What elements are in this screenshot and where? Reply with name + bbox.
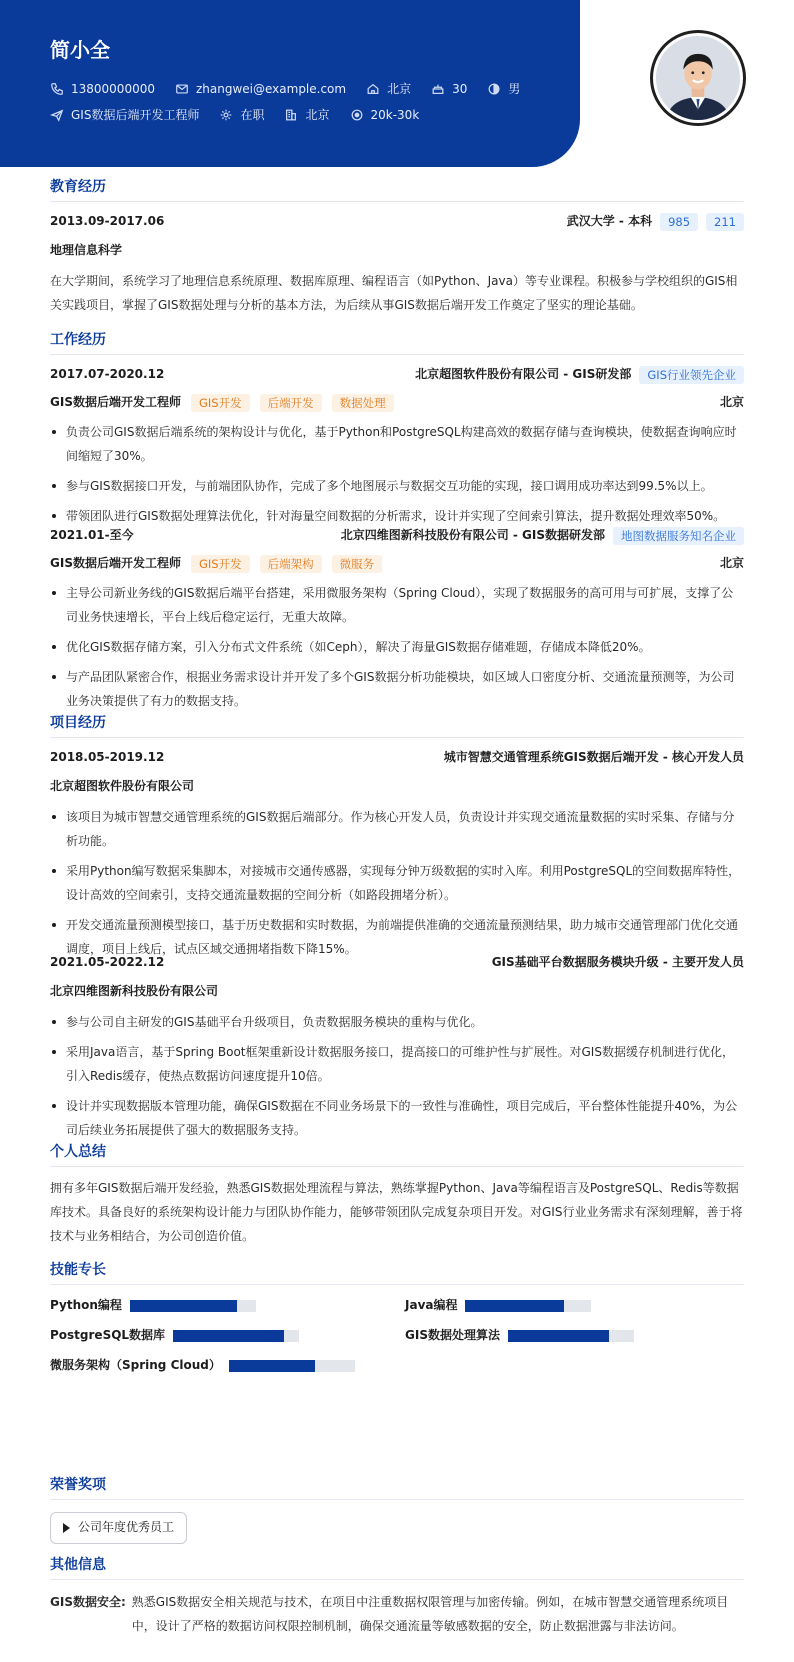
skill-bar-fill bbox=[229, 1360, 315, 1372]
work-header-row bbox=[50, 525, 744, 547]
project-name-role: GIS基础平台数据服务模块升级 - 主要开发人员 bbox=[491, 955, 744, 970]
list-item: 开发交通流量预测模型接口，基于历史数据和实时数据，为前端提供准确的交通流量预测结果，助力城市交通管理部门优化交通调度，项目上线后，试点区域交通拥堵指数下降15%。 bbox=[50, 913, 744, 961]
skill-bar-fill bbox=[173, 1330, 284, 1342]
target-city-info bbox=[284, 107, 329, 123]
project-company: 北京四维图新科技股份有限公司 bbox=[50, 984, 219, 999]
education-period: 2013.09-2017.06 bbox=[50, 214, 165, 229]
project-header-row bbox=[50, 747, 744, 769]
education-tag: 985 bbox=[660, 213, 698, 231]
other-info bbox=[50, 1590, 744, 1638]
skill-bar bbox=[465, 1300, 591, 1312]
city-info bbox=[366, 81, 411, 97]
work-location: 北京 bbox=[719, 556, 744, 571]
skill-name: Python编程 bbox=[50, 1298, 122, 1312]
list-item: 主导公司新业务线的GIS数据后端平台搭建，采用微服务架构（Spring Cloud），实现了数据服务的高可用与可扩展，支撑了公司业务快速增长，平台上线后稳定运行，无重大故障。 bbox=[50, 581, 744, 629]
age-info bbox=[431, 81, 467, 97]
mail-icon bbox=[175, 82, 189, 96]
skill-name: Java编程 bbox=[405, 1298, 458, 1312]
skill-item bbox=[50, 1356, 355, 1375]
gender-info bbox=[487, 81, 520, 97]
skill-bar bbox=[508, 1330, 634, 1342]
skill-bar bbox=[130, 1300, 256, 1312]
work-skill-tag: GIS开发 bbox=[191, 555, 250, 573]
gender-icon bbox=[487, 82, 501, 96]
cake-icon bbox=[431, 82, 445, 96]
list-item: 参与GIS数据接口开发，与前端团队协作，完成了多个地图展示与数据交互功能的实现，接口调用成功率达到99.5%以上。 bbox=[50, 474, 744, 498]
work-title-group bbox=[50, 393, 394, 412]
skill-item bbox=[405, 1296, 591, 1315]
phone-text: 13800000000 bbox=[71, 82, 155, 96]
skill-bar-fill bbox=[130, 1300, 237, 1312]
other-label: GIS数据安全: bbox=[50, 1595, 126, 1609]
list-item: 参与公司自主研发的GIS基础平台升级项目，负责数据服务模块的重构与优化。 bbox=[50, 1010, 744, 1034]
work-title-row bbox=[50, 553, 744, 575]
gender-text: 男 bbox=[508, 82, 521, 96]
summary-text: 拥有多年GIS数据后端开发经验，熟悉GIS数据处理流程与算法，熟练掌握Python、Java等编程语言及PostgreSQL、Redis等数据库技术。具备良好的系统架构设计能力与团队协作能力，能够带领团队完成复杂项目开发。对GIS行业业务需求有深刻理解，善于将技术与业务相结合，为公司创造价值。 bbox=[50, 1181, 743, 1243]
target-city-text: 北京 bbox=[305, 108, 330, 122]
phone-info bbox=[50, 81, 155, 97]
work-skill-tag: 数据处理 bbox=[332, 394, 394, 412]
position-text: GIS数据后端开发工程师 bbox=[71, 108, 200, 122]
project-bullets bbox=[50, 805, 744, 967]
age-text: 30 bbox=[452, 82, 468, 96]
send-icon bbox=[50, 108, 64, 122]
list-item: 该项目为城市智慧交通管理系统的GIS数据后端部分。作为核心开发人员，负责设计并实现交通流量数据的实时采集、存储与分析功能。 bbox=[50, 805, 744, 853]
education-school: 武汉大学 - 本科 bbox=[566, 214, 653, 229]
work-period: 2021.01-至今 bbox=[50, 528, 134, 543]
home-icon bbox=[366, 82, 380, 96]
skill-item bbox=[50, 1326, 299, 1345]
project-company-row bbox=[50, 776, 744, 798]
education-tag: 211 bbox=[706, 213, 744, 231]
work-company-tag: 地图数据服务知名企业 bbox=[613, 527, 744, 545]
work-skill-tag: GIS开发 bbox=[191, 394, 250, 412]
avatar-photo bbox=[656, 36, 740, 120]
skill-name: GIS数据处理算法 bbox=[405, 1328, 500, 1342]
project-header-row bbox=[50, 952, 744, 974]
work-skill-tag: 后端架构 bbox=[260, 555, 322, 573]
list-item: 采用Python编写数据采集脚本，对接城市交通传感器，实现每分钟万级数据的实时入库。利用PostgreSQL的空间数据库特性，设计高效的空间索引，支持交通流量数据的空间分析（如路段拥堵分析）。 bbox=[50, 859, 744, 907]
work-title-group bbox=[50, 554, 382, 573]
summary-section-title: 个人总结 bbox=[50, 1142, 744, 1167]
work-company-group bbox=[341, 526, 744, 545]
project-company-row bbox=[50, 981, 744, 1003]
skill-name: 微服务架构（Spring Cloud） bbox=[50, 1358, 221, 1372]
education-header-row bbox=[50, 211, 744, 233]
salary-text: 20k-30k bbox=[370, 108, 420, 122]
work-title: GIS数据后端开发工程师 bbox=[50, 556, 181, 571]
job-intent-row bbox=[50, 107, 439, 123]
work-skill-tag: 后端开发 bbox=[260, 394, 322, 412]
awards-section-title: 荣誉奖项 bbox=[50, 1475, 744, 1500]
city-text: 北京 bbox=[387, 82, 412, 96]
position-info bbox=[50, 107, 199, 123]
work-title-row bbox=[50, 392, 744, 414]
other-text: 熟悉GIS数据安全相关规范与技术，在项目中注重数据权限管理与加密传输。例如，在城市智慧交通管理系统项目中，设计了严格的数据访问权限控制机制，确保交通流量等敏感数据的安全，防止数据泄露与非法访问。 bbox=[131, 1595, 729, 1633]
skill-bar bbox=[229, 1360, 355, 1372]
project-company: 北京超图软件股份有限公司 bbox=[50, 779, 195, 794]
work-company: 北京四维图新科技股份有限公司 - GIS数据研发部 bbox=[340, 528, 605, 543]
project-name-role: 城市智慧交通管理系统GIS数据后端开发 - 核心开发人员 bbox=[443, 750, 744, 765]
work-title: GIS数据后端开发工程师 bbox=[50, 395, 181, 410]
education-description: 在大学期间，系统学习了地理信息系统原理、数据库原理、编程语言（如Python、Java）等专业课程。积极参与学校组织的GIS相关实践项目，掌握了GIS数据处理与分析的基本方法，为后续从事GIS数据后端开发工作奠定了坚实的理论基础。 bbox=[50, 274, 738, 312]
skill-name: PostgreSQL数据库 bbox=[50, 1328, 166, 1342]
list-item: 采用Java语言，基于Spring Boot框架重新设计数据服务接口，提高接口的可维护性与扩展性。对GIS数据缓存机制进行优化，引入Redis缓存，使热点数据访问速度提升10倍。 bbox=[50, 1040, 744, 1088]
education-section-title: 教育经历 bbox=[50, 177, 744, 202]
education-school-group bbox=[567, 212, 744, 231]
skill-item bbox=[50, 1296, 256, 1315]
award-text: 公司年度优秀员工 bbox=[78, 1520, 175, 1535]
project-period: 2018.05-2019.12 bbox=[50, 750, 165, 765]
list-item: 负责公司GIS数据后端系统的架构设计与优化，基于Python和PostgreSQL构建高效的数据存储与查询模块，使数据查询响应时间缩短了30%。 bbox=[50, 420, 744, 468]
phone-icon bbox=[50, 82, 64, 96]
work-company: 北京超图软件股份有限公司 - GIS研发部 bbox=[415, 367, 632, 382]
list-item: 设计并实现数据版本管理功能，确保GIS数据在不同业务场景下的一致性与准确性，项目完成后，平台整体性能提升40%，为公司后续业务拓展提供了强大的数据服务支持。 bbox=[50, 1094, 744, 1142]
work-company-group bbox=[415, 365, 744, 384]
candidate-name: 简小全 bbox=[50, 38, 110, 62]
work-bullets bbox=[50, 420, 744, 534]
education-major: 地理信息科学 bbox=[50, 243, 123, 258]
email-info bbox=[175, 81, 346, 97]
play-icon bbox=[63, 1523, 70, 1533]
status-info bbox=[219, 107, 264, 123]
skill-bar bbox=[173, 1330, 299, 1342]
avatar bbox=[650, 30, 746, 126]
education-major-row bbox=[50, 240, 744, 262]
project-section-title: 项目经历 bbox=[50, 713, 744, 738]
skill-item bbox=[405, 1326, 634, 1345]
work-period: 2017.07-2020.12 bbox=[50, 367, 165, 382]
gear-icon bbox=[219, 108, 233, 122]
work-location: 北京 bbox=[719, 395, 744, 410]
list-item: 带领团队进行GIS数据处理算法优化，针对海量空间数据的分析需求，设计并实现了空间索引算法，提升数据处理效率50%。 bbox=[50, 504, 744, 528]
email-text: zhangwei@example.com bbox=[195, 82, 347, 96]
work-header-row bbox=[50, 364, 744, 386]
list-item: 与产品团队紧密合作，根据业务需求设计并开发了多个GIS数据分析功能模块，如区域人口密度分析、交通流量预测等，为公司业务决策提供了有力的数据支持。 bbox=[50, 665, 744, 713]
contact-row bbox=[50, 81, 540, 97]
project-bullets bbox=[50, 1010, 744, 1148]
skills-section-title: 技能专长 bbox=[50, 1260, 744, 1285]
project-period: 2021.05-2022.12 bbox=[50, 955, 165, 970]
skill-bar-fill bbox=[465, 1300, 563, 1312]
skill-bar-fill bbox=[508, 1330, 609, 1342]
other-section-title: 其他信息 bbox=[50, 1555, 744, 1580]
list-item: 优化GIS数据存储方案，引入分布式文件系统（如Ceph），解决了海量GIS数据存储难题，存储成本降低20%。 bbox=[50, 635, 744, 659]
work-company-tag: GIS行业领先企业 bbox=[639, 366, 744, 384]
salary-info bbox=[350, 107, 420, 123]
work-skill-tag: 微服务 bbox=[332, 555, 383, 573]
building-icon bbox=[284, 108, 298, 122]
work-bullets bbox=[50, 581, 744, 719]
award-item bbox=[50, 1512, 187, 1544]
coin-icon bbox=[350, 108, 364, 122]
status-text: 在职 bbox=[240, 108, 265, 122]
work-section-title: 工作经历 bbox=[50, 330, 744, 355]
